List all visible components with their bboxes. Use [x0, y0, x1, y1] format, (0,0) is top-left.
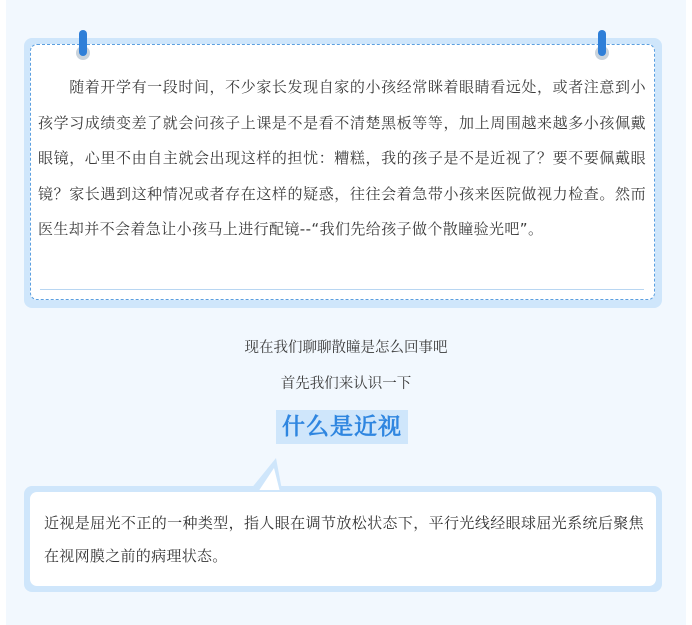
intro-line-1: 现在我们聊聊散瞳是怎么回事吧: [244, 340, 448, 356]
binder-pin-right: [595, 30, 609, 64]
section-heading: 什么是近视: [276, 410, 408, 444]
pin-clip: [79, 30, 87, 56]
speech-bubble-tail: [236, 458, 282, 490]
definition-text: 近视是屈光不正的一种类型，指人眼在调节放松状态下，平行光线经眼球屈光系统后聚焦在视网膜之前的病理状态。: [44, 514, 644, 565]
intro-paragraph: 随着开学有一段时间，不少家长发现自家的小孩经常眯着眼睛看远处，或者注意到小孩学习成绩变差了就会问孩子上课是不是看不清楚黑板等等，加上周围越来越多小孩佩戴眼镜，心里不由自主就会出现这样的担忧：糟糕，我的孩子是不是近视了？要不要佩戴眼镜？家长遇到这种情况或者存在这样的疑惑，往往会着急带小孩来医院做视力检查。然而医生却并不会着急让小孩马上进行配镜--“我们先给孩子做个散瞳验光吧”。: [38, 78, 646, 239]
intro-line-2: 首先我们来认识一下: [280, 376, 412, 392]
note-divider: [40, 289, 644, 290]
pin-clip: [598, 30, 606, 56]
binder-pin-left: [76, 30, 90, 64]
